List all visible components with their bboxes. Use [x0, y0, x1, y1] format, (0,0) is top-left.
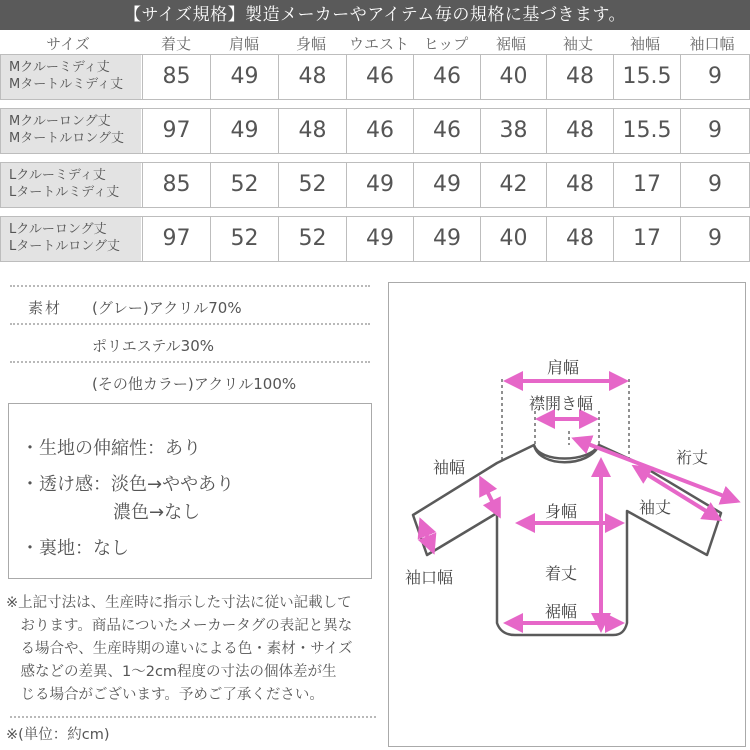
- value-cell: 52: [210, 163, 278, 207]
- value-cell: 49: [210, 109, 278, 153]
- header-hem: 裾幅: [495, 35, 527, 53]
- dotted-divider: [10, 323, 370, 325]
- value-cell: 48: [546, 163, 613, 207]
- header-cuff-width: 袖口幅: [689, 35, 735, 53]
- value-cell: 9: [680, 163, 749, 207]
- dotted-divider: [10, 361, 370, 363]
- value-cell: 46: [346, 55, 413, 99]
- value-cell: 38: [480, 109, 546, 153]
- value-cell: 15.5: [613, 109, 680, 153]
- size-label: Lクルーミディ丈 Lタートルミディ丈: [1, 163, 141, 207]
- value-cell: 48: [546, 217, 613, 261]
- value-cell: 52: [210, 217, 278, 261]
- value-cell: 40: [480, 55, 546, 99]
- value-cell: 17: [613, 217, 680, 261]
- measurement-arrows: [421, 381, 737, 629]
- value-cell: 49: [210, 55, 278, 99]
- sheer-dark-text: 濃色→なし: [113, 502, 201, 523]
- label-hem: 裾幅: [545, 602, 578, 621]
- fabric-properties-box: [8, 403, 372, 579]
- dotted-divider: [10, 285, 370, 287]
- header-sleeve-width: 袖幅: [629, 35, 661, 53]
- header-body-width: 身幅: [295, 35, 327, 53]
- label-yuki: 裄丈: [676, 448, 709, 467]
- label-cuff: 袖口幅: [405, 568, 454, 587]
- value-cell: 49: [346, 217, 413, 261]
- size-spec-banner: 【サイズ規格】製造メーカーやアイテム毎の規格に基づきます。: [0, 0, 750, 30]
- value-cell: 49: [413, 217, 480, 261]
- label-neck-width: 襟開き幅: [529, 394, 594, 413]
- table-row: [0, 54, 750, 100]
- measurement-diagram: [388, 282, 746, 747]
- header-shoulder: 肩幅: [228, 35, 260, 53]
- label-body-width: 身幅: [545, 502, 578, 521]
- table-row: [0, 216, 750, 262]
- value-cell: 46: [346, 109, 413, 153]
- size-table-header: [0, 33, 750, 53]
- size-label: Mクルーロング丈 Mタートルロング丈: [1, 109, 141, 153]
- stretch-text: ・生地の伸縮性：あり: [21, 438, 201, 459]
- header-length: 着丈: [160, 35, 192, 53]
- table-row: [0, 162, 750, 208]
- lining-text: ・裏地：なし: [21, 538, 129, 559]
- table-row: [0, 108, 750, 154]
- value-cell: 97: [142, 109, 210, 153]
- value-cell: 17: [613, 163, 680, 207]
- value-cell: 48: [546, 109, 613, 153]
- sheer-text: ・透け感：淡色→ややあり: [21, 474, 235, 495]
- value-cell: 85: [142, 55, 210, 99]
- value-cell: 48: [278, 55, 346, 99]
- label-sleeve-length: 袖丈: [639, 498, 672, 517]
- value-cell: 48: [278, 109, 346, 153]
- value-cell: 42: [480, 163, 546, 207]
- label-sleeve-width: 袖幅: [433, 458, 466, 477]
- value-cell: 15.5: [613, 55, 680, 99]
- label-length: 着丈: [545, 564, 578, 583]
- value-cell: 9: [680, 109, 749, 153]
- header-hip: ヒップ: [423, 35, 469, 53]
- label-shoulder: 肩幅: [547, 358, 580, 377]
- value-cell: 46: [413, 109, 480, 153]
- material-line: (その他カラー)アクリル100%: [92, 375, 297, 393]
- material-label: 素材: [28, 299, 63, 317]
- value-cell: 40: [480, 217, 546, 261]
- unit-note: ※(単位：約cm): [6, 727, 110, 743]
- value-cell: 52: [278, 163, 346, 207]
- size-label: Lクルーロング丈 Lタートルロング丈: [1, 217, 141, 261]
- material-line: (グレー)アクリル70%: [92, 299, 242, 317]
- value-cell: 97: [142, 217, 210, 261]
- header-size: サイズ: [46, 35, 90, 53]
- value-cell: 9: [680, 55, 749, 99]
- header-sleeve-length: 袖丈: [562, 35, 594, 53]
- value-cell: 46: [413, 55, 480, 99]
- value-cell: 9: [680, 217, 749, 261]
- value-cell: 85: [142, 163, 210, 207]
- size-label: Mクルーミディ丈 Mタートルミディ丈: [1, 55, 141, 99]
- value-cell: 52: [278, 217, 346, 261]
- value-cell: 49: [346, 163, 413, 207]
- value-cell: 49: [413, 163, 480, 207]
- material-line: ポリエステル30%: [92, 337, 214, 355]
- dotted-divider: [10, 716, 376, 718]
- header-waist: ウエスト: [348, 35, 410, 53]
- disclaimer-note: ※上記寸法は、生産時に指示した寸法に従い記載して おります。商品についたメーカータグの表記と異な る場合や、生産時期の違いによる色・素材・サイズ 感などの差異、1〜2cm程度の寸法の個体差が生 じる場合がございます。予めご了承ください。: [6, 595, 353, 703]
- value-cell: 48: [546, 55, 613, 99]
